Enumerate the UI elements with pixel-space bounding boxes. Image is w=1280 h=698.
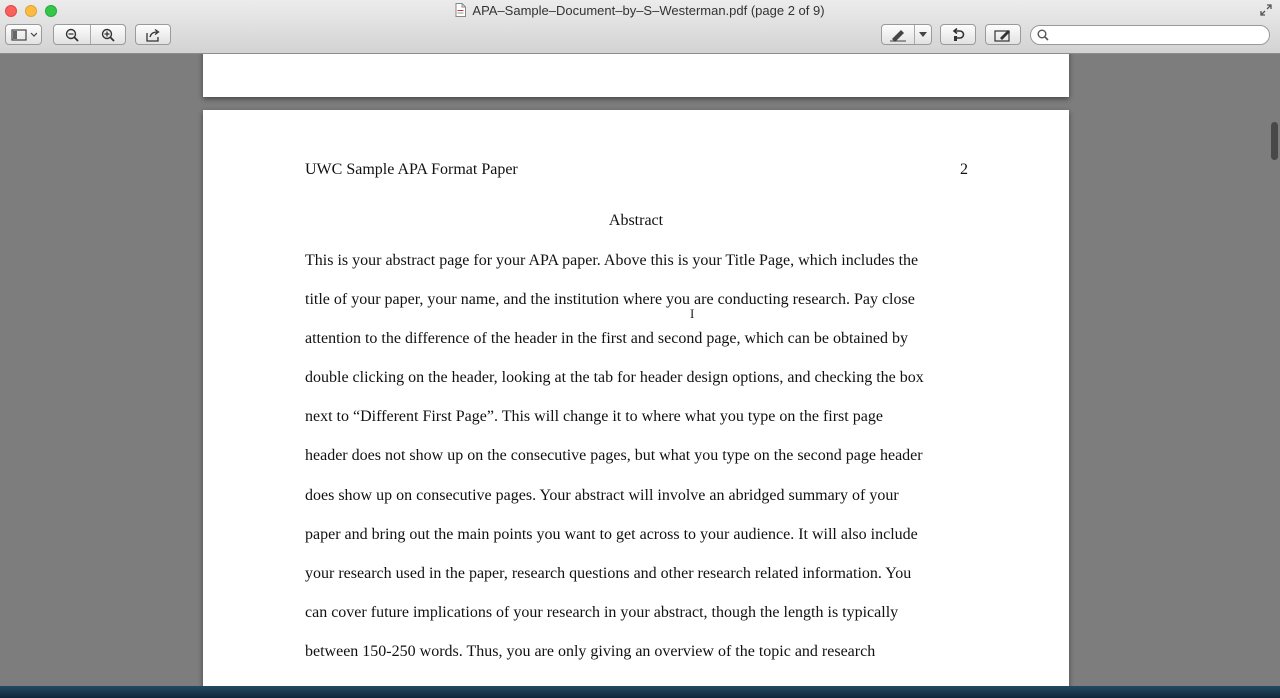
zoom-control-group <box>53 24 126 45</box>
pdf-page-2[interactable] <box>203 110 1069 698</box>
page-number: 2 <box>960 161 968 178</box>
abstract-line: double clicking on the header, looking at the tab for header design options, and checking the box <box>305 369 924 387</box>
abstract-line: does show up on consecutive pages. Your abstract will involve an abridged summary of your <box>305 486 899 504</box>
share-icon <box>145 28 161 42</box>
dock-edge <box>0 686 1280 698</box>
show-edit-toolbar-button[interactable] <box>986 25 1020 44</box>
search-input[interactable] <box>1055 27 1260 42</box>
rotate-group <box>940 24 976 45</box>
markup-dropdown-button[interactable] <box>914 25 931 44</box>
abstract-line: can cover future implications of your research in your abstract, though the length is typically <box>305 603 899 621</box>
vertical-scrollbar[interactable] <box>1266 54 1280 698</box>
abstract-line: paper and bring out the main points you want to get across to your audience. It will also include <box>305 525 918 543</box>
rotate-icon <box>951 28 965 42</box>
abstract-line: between 150-250 words. Thus, you are only giving an overview of the topic and research <box>305 642 876 660</box>
sidebar-icon <box>11 29 37 41</box>
edit-toolbar-group <box>985 24 1021 45</box>
text-cursor-icon: I <box>690 306 695 321</box>
document-viewer[interactable] <box>0 54 1280 698</box>
running-head: UWC Sample APA Format Paper <box>305 161 518 178</box>
abstract-line: title of your paper, your name, and the institution where you are conducting research. Pay close <box>305 291 915 309</box>
abstract-line: next to “Different First Page”. This will change it to where what you type on the first page <box>305 408 883 426</box>
pen-icon <box>889 28 907 42</box>
share-button[interactable] <box>136 25 170 44</box>
fullscreen-icon[interactable] <box>1260 4 1272 16</box>
zoom-in-button[interactable] <box>90 25 126 44</box>
window-title-bar <box>0 3 1280 18</box>
zoom-in-icon <box>101 28 115 42</box>
pdf-document-icon <box>455 3 466 17</box>
chevron-down-icon <box>919 32 927 38</box>
search-field[interactable] <box>1030 25 1270 45</box>
abstract-heading: Abstract <box>608 212 664 229</box>
zoom-out-icon <box>65 28 79 42</box>
abstract-line: This is your abstract page for your APA paper. Above this is your Title Page, which includes the <box>305 252 919 269</box>
rotate-button[interactable] <box>941 25 975 44</box>
pdf-page-1[interactable] <box>203 54 1069 97</box>
abstract-line: header does not show up on the consecutive pages, but what you type on the second page header <box>305 447 923 465</box>
zoom-out-button[interactable] <box>54 25 90 44</box>
markup-pen-button[interactable] <box>882 25 914 44</box>
share-group <box>135 24 171 45</box>
window-toolbar <box>0 0 1280 54</box>
sidebar-view-button[interactable] <box>6 25 41 44</box>
abstract-body <box>305 251 924 681</box>
view-menu-group <box>5 24 42 45</box>
search-icon <box>1037 29 1049 41</box>
window-title: APA–Sample–Document–by–S–Westerman.pdf (page 2 of 9) <box>472 3 825 18</box>
markup-group <box>881 24 932 45</box>
abstract-line: your research used in the paper, research questions and other research related information. You <box>305 564 912 582</box>
scrollbar-thumb[interactable] <box>1271 122 1278 160</box>
edit-toolbar-icon <box>994 28 1012 42</box>
abstract-line: attention to the difference of the header in the first and second page, which can be obtained by <box>305 330 909 348</box>
